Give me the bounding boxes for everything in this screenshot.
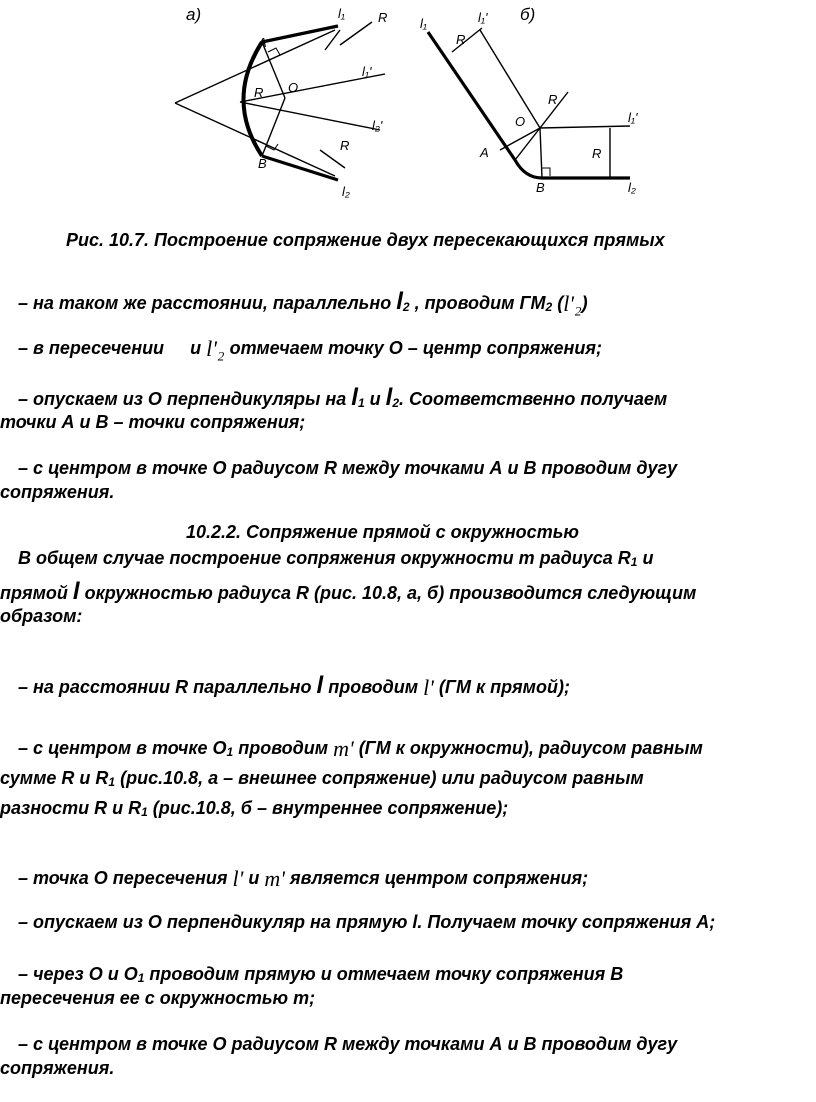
subscript: 1 bbox=[357, 396, 365, 410]
subscript: 1 bbox=[141, 805, 148, 819]
step-intersection bbox=[0, 336, 602, 362]
paragraph-text: прямой bbox=[0, 583, 73, 603]
step-text: ) bbox=[581, 293, 588, 313]
symbol-l: l bbox=[396, 288, 403, 315]
subscript: 2 bbox=[402, 300, 410, 314]
section-heading: 10.2.2. Сопряжение прямой с окружностью bbox=[186, 522, 579, 542]
step-text: сумме R и R bbox=[0, 768, 109, 788]
panel-a-label: а) bbox=[186, 5, 202, 24]
figure-10-7 bbox=[0, 0, 816, 210]
step-text: , проводим ГМ bbox=[409, 293, 546, 313]
panel-b-label: б) bbox=[520, 5, 536, 24]
symbol-l-prime: l' bbox=[232, 866, 244, 891]
step-text: и bbox=[248, 867, 260, 888]
line-l2p-label-b: l₁' bbox=[628, 110, 638, 125]
step-text: – на расстоянии R параллельно bbox=[18, 677, 317, 697]
section-paragraph-line1 bbox=[0, 548, 653, 569]
symbol-l: l bbox=[316, 672, 324, 699]
step-text: проводим bbox=[323, 677, 419, 697]
symbol-l2-prime: l'₂ bbox=[206, 336, 225, 361]
step-parallel-l2 bbox=[0, 288, 588, 317]
symbol-l: l bbox=[72, 578, 80, 605]
step-text: разности R и R bbox=[0, 798, 142, 818]
step-text: (ГМ к окружности), радиусом равным bbox=[358, 737, 703, 758]
point-b-label: B bbox=[258, 156, 267, 171]
step-circle-locus-cont2 bbox=[0, 798, 508, 819]
subscript: 1 bbox=[108, 775, 116, 789]
step-center bbox=[0, 866, 588, 892]
step-text: – с центром в точке О bbox=[18, 737, 227, 758]
line-l1-label-b: l₁ bbox=[420, 16, 427, 31]
paragraph-text: В общем случае построение сопряжения окружности т радиуса R bbox=[18, 548, 631, 568]
step-text: – через О и О bbox=[18, 964, 138, 984]
step-text: проводим bbox=[233, 737, 329, 758]
step-text: – опускаем из О перпендикуляры на bbox=[18, 389, 352, 409]
step-perpendicular: – опускаем из О перпендикуляр на прямую l. Получаем точку сопряжения А; bbox=[18, 912, 716, 932]
step-text: – точка О пересечения bbox=[18, 867, 228, 888]
step-text: отмечаем точку О – центр сопряжения; bbox=[229, 337, 602, 358]
step-final-arc: – с центром в точке О радиусом R между точками А и В проводим дугу bbox=[18, 1034, 678, 1054]
line-l1p-label-b: l₁' bbox=[478, 10, 488, 25]
symbol-l2-prime: l'₂ bbox=[563, 291, 582, 317]
symbol-l-prime: l' bbox=[423, 675, 434, 701]
radius-label-b: R bbox=[548, 92, 558, 107]
subscript: 2 bbox=[545, 300, 553, 314]
figure-drawing bbox=[0, 0, 816, 210]
symbol-m-prime: m' bbox=[264, 866, 285, 891]
step-text: и bbox=[364, 389, 386, 409]
line-l2p-label: l₂' bbox=[372, 118, 383, 133]
step-arc: – с центром в точке О радиусом R между точками А и В проводим дугу bbox=[18, 458, 678, 478]
symbol-l1: l bbox=[351, 384, 358, 411]
symbol-l2: l bbox=[385, 384, 393, 411]
step-line-o-o1-cont: пересечения ее с окружностью т; bbox=[0, 988, 316, 1008]
panel-a bbox=[175, 22, 385, 180]
point-o-label: O bbox=[288, 80, 299, 95]
subscript: 2 bbox=[392, 396, 400, 410]
point-b-label-b: B bbox=[536, 180, 545, 195]
line-l1p-label: l₁' bbox=[362, 64, 372, 79]
step-text: . Соответственно получаем bbox=[399, 389, 668, 409]
step-arc-cont: сопряжения. bbox=[0, 482, 115, 502]
figure-caption: Рис. 10.7. Построение сопряжение двух пересекающихся прямых bbox=[66, 230, 665, 250]
paragraph-text: окружностью радиуса R (рис. 10.8, а, б) производится следующим bbox=[79, 583, 697, 603]
step-circle-locus-cont1 bbox=[0, 768, 644, 789]
step-text: – на таком же расстоянии, параллельно bbox=[18, 293, 397, 313]
section-paragraph-line3: образом: bbox=[0, 606, 83, 626]
step-text: ( bbox=[552, 293, 564, 313]
step-circle-locus bbox=[0, 736, 703, 762]
radius-label: R bbox=[254, 85, 264, 100]
step-text: является центром сопряжения; bbox=[290, 867, 589, 888]
point-o-label-b: O bbox=[515, 114, 526, 129]
step-final-arc-cont: сопряжения. bbox=[0, 1058, 115, 1078]
section-paragraph-line2 bbox=[0, 578, 696, 606]
point-a-label: A bbox=[258, 35, 267, 50]
radius-label-bottom: R bbox=[340, 138, 350, 153]
point-a-label-b: A bbox=[480, 145, 489, 160]
step-text: (рис.10.8, а – внешнее сопряжение) или радиусом равным bbox=[115, 768, 644, 788]
radius-label-b-top: R bbox=[456, 32, 466, 47]
line-l1-label: l₁ bbox=[338, 6, 345, 21]
radius-label-b-right: R bbox=[592, 146, 602, 161]
step-text: (ГМ к прямой); bbox=[438, 677, 570, 697]
step-text: (рис.10.8, б – внутреннее сопряжение); bbox=[147, 798, 509, 818]
line-l2-label: l₂ bbox=[342, 184, 350, 199]
step-line-o-o1 bbox=[0, 964, 623, 985]
step-perpendiculars-cont: точки А и В – точки сопряжения; bbox=[0, 412, 306, 432]
step-perpendiculars bbox=[0, 384, 667, 412]
step-text: проводим прямую и отмечаем точку сопряжения В bbox=[144, 964, 624, 984]
symbol-m-prime: m' bbox=[333, 736, 354, 761]
subscript: 1 bbox=[226, 744, 234, 759]
subscript: 1 bbox=[630, 555, 638, 569]
step-text: – в пересечении bbox=[18, 337, 165, 358]
subscript: 1 bbox=[137, 971, 145, 985]
step-line-locus bbox=[0, 672, 570, 701]
step-text: и bbox=[190, 337, 202, 358]
line-l2-label-b: l₂ bbox=[628, 180, 636, 195]
radius-label-top: R bbox=[378, 10, 388, 25]
paragraph-text: и bbox=[637, 548, 654, 568]
